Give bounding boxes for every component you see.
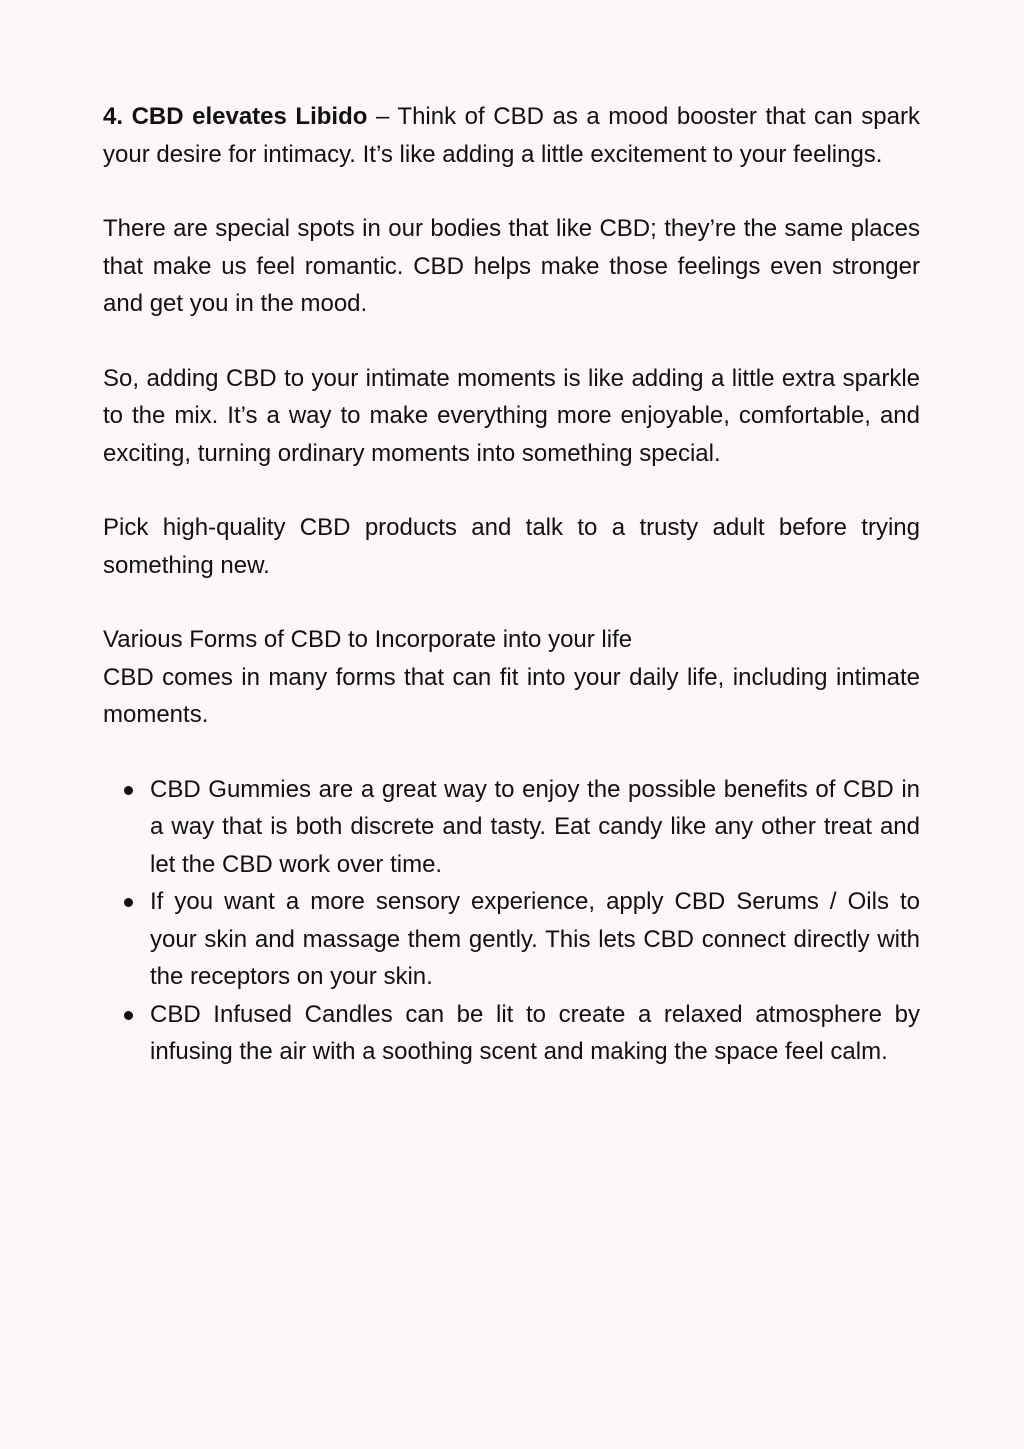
forms-heading: Various Forms of CBD to Incorporate into your life <box>103 626 633 653</box>
section-lead-text: – Think of CBD as a mood booster that can spark your desire for intimacy. It’s like adding a little excitement to your feelings. <box>103 103 920 168</box>
list-item <box>103 996 920 1071</box>
list-item-text: CBD Infused Candles can be lit to create a relaxed atmosphere by infusing the air with a soothing scent and making the space feel calm. <box>150 1000 920 1065</box>
body-paragraph: So, adding CBD to your intimate moments is like adding a little extra sparkle to the mix. It’s a way to make everything more enjoyable, comfortable, and exciting, turning ordinary moments into something special. <box>103 364 920 467</box>
bullet-icon <box>124 898 133 907</box>
body-paragraph: Pick high-quality CBD products and talk to a trusty adult before trying something new. <box>103 514 920 579</box>
section-heading: 4. CBD elevates Libido <box>103 103 368 130</box>
bullet-icon <box>124 1011 133 1020</box>
bullet-icon <box>124 786 133 795</box>
list-item-text: If you want a more sensory experience, apply CBD Serums / Oils to your skin and massage them gently. This lets CBD connect directly with the receptors on your skin. <box>150 888 920 990</box>
cbd-forms-list <box>103 771 920 1071</box>
forms-intro: CBD comes in many forms that can fit into your daily life, including intimate moments. <box>103 663 920 728</box>
body-paragraph: There are special spots in our bodies that like CBD; they’re the same places that make us feel romantic. CBD helps make those feelings even stronger and get you in the mood. <box>103 215 920 317</box>
list-item-text: CBD Gummies are a great way to enjoy the possible benefits of CBD in a way that is both discrete and tasty. Eat candy like any other treat and let the CBD work over time. <box>150 775 920 878</box>
list-item <box>103 771 920 884</box>
libido-paragraph <box>103 98 920 173</box>
list-item <box>103 883 920 996</box>
